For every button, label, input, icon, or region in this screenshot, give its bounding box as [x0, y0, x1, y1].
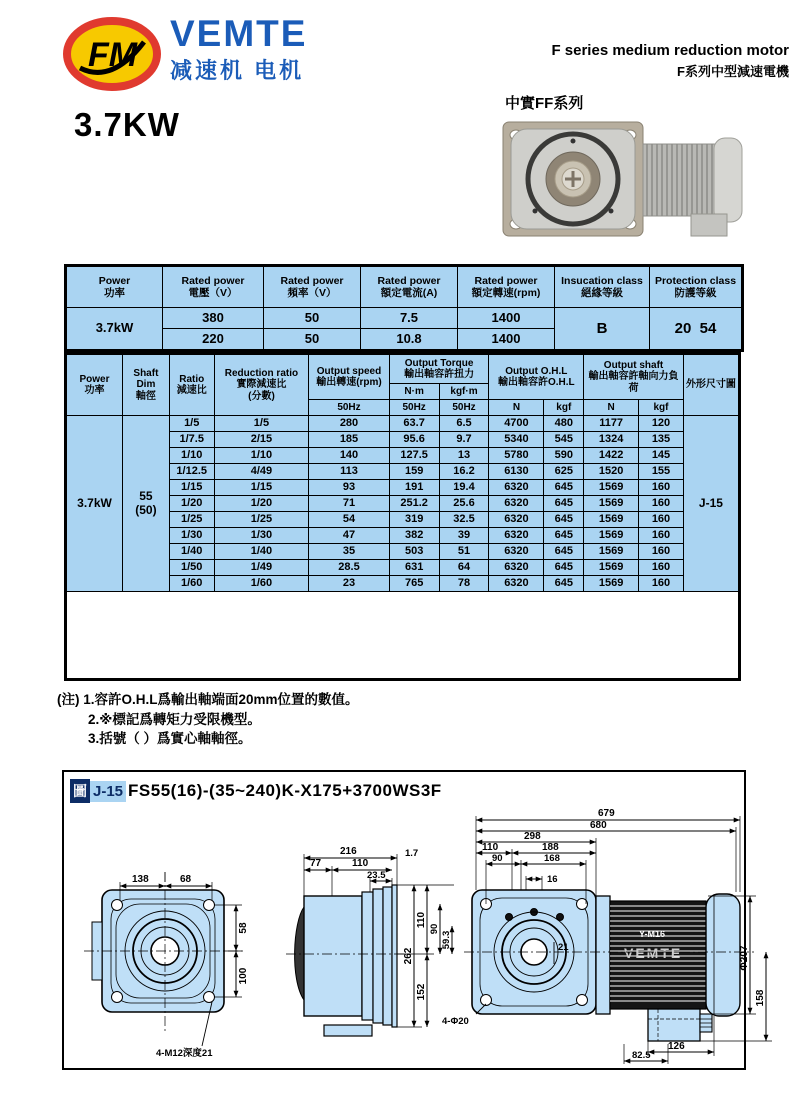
cell: 1569	[584, 528, 639, 544]
front-view	[84, 872, 249, 1059]
dim-label: 1.7	[405, 848, 419, 859]
cell: 625	[544, 464, 584, 480]
note-line-2: 2.※標記爲轉矩力受限機型。	[88, 711, 261, 727]
cell: 9.7	[439, 432, 489, 448]
cell: 51	[439, 544, 489, 560]
dim-label: 158	[755, 989, 766, 1007]
dim-label: 82.5	[632, 1050, 651, 1061]
eyebolt-label: Y-M16	[639, 929, 666, 939]
notes	[57, 690, 359, 749]
cell: 380	[163, 308, 264, 329]
brand-tagline: 减速机 电机	[170, 58, 305, 83]
cell: 1569	[584, 496, 639, 512]
dim-label: 16	[547, 874, 558, 885]
cell: 155	[639, 464, 684, 480]
cell: 1/25	[214, 512, 309, 528]
cell: 1/60	[169, 576, 214, 592]
cell: 1324	[584, 432, 639, 448]
col-reduction-header: Reduction ratio 實際減速比 (分數)	[214, 354, 309, 416]
cell: 25.6	[439, 496, 489, 512]
cell: 1/10	[169, 448, 214, 464]
cell: 7.5	[361, 308, 458, 329]
dim-label: 23.5	[367, 870, 386, 881]
dim-label: 168	[544, 853, 560, 864]
dim-label: 100	[238, 967, 249, 985]
cell: 1569	[584, 480, 639, 496]
torque-hz-1: 50Hz	[389, 400, 439, 416]
cell: 6130	[489, 464, 544, 480]
cell: 6320	[489, 544, 544, 560]
cell: 39	[439, 528, 489, 544]
cell: 6320	[489, 480, 544, 496]
side-view	[286, 846, 454, 1036]
speed-hz: 50Hz	[309, 400, 389, 416]
cell: 71	[309, 496, 389, 512]
front-motor-view	[442, 808, 772, 1064]
cell: 160	[639, 528, 684, 544]
col-voltage-header: Rated power 電壓（V）	[163, 266, 264, 308]
cell: 1/5	[169, 416, 214, 432]
torque-unit-nm: N·m	[389, 384, 439, 400]
dim-label: 77	[310, 858, 322, 869]
dim-label: 679	[598, 808, 615, 819]
protection-class: 20 54	[650, 308, 743, 351]
shaft-dim-value: 55 (50)	[123, 416, 170, 592]
cell: 32.5	[439, 512, 489, 528]
cell: 1/15	[169, 480, 214, 496]
ohl-unit-kgf: kgf	[544, 400, 584, 416]
cell: 1177	[584, 416, 639, 432]
torque-hz-2: 50Hz	[439, 400, 489, 416]
cell: 6320	[489, 496, 544, 512]
col-power-header: Power 功率	[66, 266, 163, 308]
drawing-ref-prefix: 圖	[70, 779, 90, 803]
dim-label: 138	[132, 874, 149, 885]
cell: 10.8	[361, 329, 458, 351]
dim-label: 21	[558, 942, 569, 953]
cell: 1/10	[214, 448, 309, 464]
cell: 93	[309, 480, 389, 496]
cell: 159	[389, 464, 439, 480]
cell: 160	[639, 480, 684, 496]
cell: 54	[309, 512, 389, 528]
sub-series-label: 中實FF系列	[505, 95, 584, 112]
cell: 319	[389, 512, 439, 528]
dim-label: 152	[416, 983, 427, 1001]
cell: 64	[439, 560, 489, 576]
cell: 145	[639, 448, 684, 464]
shaftload-unit-kgf: kgf	[639, 400, 684, 416]
ratings-table	[64, 264, 744, 352]
cell: 160	[639, 512, 684, 528]
page-title: 3.7KW	[74, 106, 180, 144]
col-speed-header: Rated power 額定轉速(rpm)	[458, 266, 555, 308]
cell: 120	[639, 416, 684, 432]
cell: 1/40	[214, 544, 309, 560]
technical-drawing	[64, 800, 766, 1066]
cell: 6320	[489, 512, 544, 528]
dim-label: 680	[590, 820, 607, 831]
cell: 765	[389, 576, 439, 592]
cell: 191	[389, 480, 439, 496]
cell: 113	[309, 464, 389, 480]
cell: 1/30	[214, 528, 309, 544]
note-line-1: (注) 1.容許O.H.L爲輸出軸端面20mm位置的數值。	[57, 692, 359, 707]
cell: 135	[639, 432, 684, 448]
cell: 1/30	[169, 528, 214, 544]
dim-label: 90	[429, 923, 440, 935]
dim-label: 110	[352, 858, 369, 869]
cell: 645	[544, 544, 584, 560]
dim-label: 262	[403, 947, 414, 965]
cell: 5780	[489, 448, 544, 464]
cell: 5340	[489, 432, 544, 448]
dim-label: 68	[180, 874, 192, 885]
note-line-3: 3.括號（ ）爲實心軸軸徑。	[88, 731, 252, 747]
cell: 1400	[458, 308, 555, 329]
dim-label: 90	[492, 853, 503, 864]
cell: 35	[309, 544, 389, 560]
cell: 645	[544, 480, 584, 496]
cell: 645	[544, 560, 584, 576]
dim-label: 126	[668, 1041, 685, 1052]
cell: 1569	[584, 560, 639, 576]
table-empty-area	[66, 592, 740, 680]
insulation-class: B	[555, 308, 650, 351]
cell: 251.2	[389, 496, 439, 512]
drawing-ref: J-15	[683, 416, 739, 592]
cell: 1/15	[214, 480, 309, 496]
series-header	[551, 42, 789, 80]
cell: 645	[544, 512, 584, 528]
cell: 1422	[584, 448, 639, 464]
cell: 1400	[458, 329, 555, 351]
cell: 1/7.5	[169, 432, 214, 448]
torque-unit-kgfm: kgf·m	[439, 384, 489, 400]
col-current-header: Rated power 額定電流(A)	[361, 266, 458, 308]
cell: 382	[389, 528, 439, 544]
cell: 545	[544, 432, 584, 448]
cell: 631	[389, 560, 439, 576]
cell: 645	[544, 528, 584, 544]
cell: 1569	[584, 544, 639, 560]
cell: 1569	[584, 576, 639, 592]
model-number: FS55(16)-(35~240)K-X175+3700WS3F	[128, 781, 442, 800]
cell: 1/20	[214, 496, 309, 512]
cell: 6320	[489, 560, 544, 576]
motor-fins	[643, 144, 715, 216]
hole-note-label: 4-Φ20	[442, 1016, 469, 1027]
cell: 160	[639, 560, 684, 576]
cell: 95.6	[389, 432, 439, 448]
brand-logo-icon	[62, 16, 162, 92]
cell: 16.2	[439, 464, 489, 480]
dimension-drawing-box	[62, 770, 766, 1070]
cell: 160	[639, 544, 684, 560]
col-torque-header: Output Torque 輸出軸容許扭力	[389, 354, 489, 384]
cell: 1/20	[169, 496, 214, 512]
col-outspeed-header: Output speed 輸出轉速(rpm)	[309, 354, 389, 400]
cell: 1/12.5	[169, 464, 214, 480]
cell: 19.4	[439, 480, 489, 496]
cell: 50	[264, 308, 361, 329]
cell: 4700	[489, 416, 544, 432]
cell: 220	[163, 329, 264, 351]
col-frequency-header: Rated power 頻率（V）	[264, 266, 361, 308]
cell: 1/5	[214, 416, 309, 432]
dim-label: 298	[524, 831, 541, 842]
power-value: 3.7kW	[66, 416, 123, 592]
col-power-header: Power 功率	[66, 354, 123, 416]
dim-label: 216	[340, 846, 357, 857]
series-title-zh: F系列中型減速電機	[677, 64, 789, 79]
series-title-en: F series medium reduction motor	[551, 42, 789, 59]
col-shaft-header: Shaft Dim 軸徑	[123, 354, 170, 416]
cell: 1/60	[214, 576, 309, 592]
power-value: 3.7kW	[66, 308, 163, 351]
dim-label: 110	[416, 911, 427, 929]
table-header-row	[66, 354, 740, 384]
cell: 160	[639, 576, 684, 592]
cell: 645	[544, 576, 584, 592]
dim-label: 59.3	[441, 930, 452, 950]
dim-label: 110	[482, 842, 499, 853]
col-ohl-header: Output O.H.L 輸出軸容許O.H.L	[489, 354, 584, 400]
cell: 13	[439, 448, 489, 464]
cell: 1520	[584, 464, 639, 480]
brand-name: VEMTE	[170, 13, 308, 54]
cell: 1/49	[214, 560, 309, 576]
col-ratio-header: Ratio 減速比	[169, 354, 214, 416]
cell: 1/50	[169, 560, 214, 576]
cell: 140	[309, 448, 389, 464]
dim-label: 188	[542, 842, 559, 853]
cell: 28.5	[309, 560, 389, 576]
cell: 6320	[489, 576, 544, 592]
cell: 1/25	[169, 512, 214, 528]
drawing-ref-no: J-15	[90, 781, 126, 802]
col-insulation-header: Insucation class 絕緣等級	[555, 266, 650, 308]
table-row	[66, 308, 743, 329]
cell: 503	[389, 544, 439, 560]
logo	[62, 13, 308, 92]
cell: 63.7	[389, 416, 439, 432]
dim-label: 58	[238, 922, 249, 934]
cell: 1569	[584, 512, 639, 528]
col-dimref-header: 外形尺寸圖	[683, 354, 739, 416]
table-row	[66, 416, 740, 432]
cell: 47	[309, 528, 389, 544]
bolt-note-label: 4-M12深度21	[156, 1048, 213, 1059]
cell: 127.5	[389, 448, 439, 464]
cell: 6.5	[439, 416, 489, 432]
cell: 4/49	[214, 464, 309, 480]
cell: 590	[544, 448, 584, 464]
motor-brand-label: VEMTE	[624, 945, 683, 961]
product-photo	[495, 116, 747, 244]
cell: 160	[639, 496, 684, 512]
svg-text:FM: FM	[88, 36, 138, 74]
cell: 50	[264, 329, 361, 351]
cell: 6320	[489, 528, 544, 544]
cell: 480	[544, 416, 584, 432]
cell: 185	[309, 432, 389, 448]
cell: 645	[544, 496, 584, 512]
col-shaftload-header: Output shaft 輸出軸容許軸向力負荷	[584, 354, 684, 400]
cell: 1/40	[169, 544, 214, 560]
col-protection-header: Protection class 防護等級	[650, 266, 743, 308]
table-header-row	[66, 266, 743, 308]
cell: 78	[439, 576, 489, 592]
cell: 2/15	[214, 432, 309, 448]
cell: 280	[309, 416, 389, 432]
performance-table	[64, 352, 741, 681]
shaftload-unit-n: N	[584, 400, 639, 416]
dim-label: Φ207	[739, 945, 750, 971]
cell: 23	[309, 576, 389, 592]
ohl-unit-n: N	[489, 400, 544, 416]
